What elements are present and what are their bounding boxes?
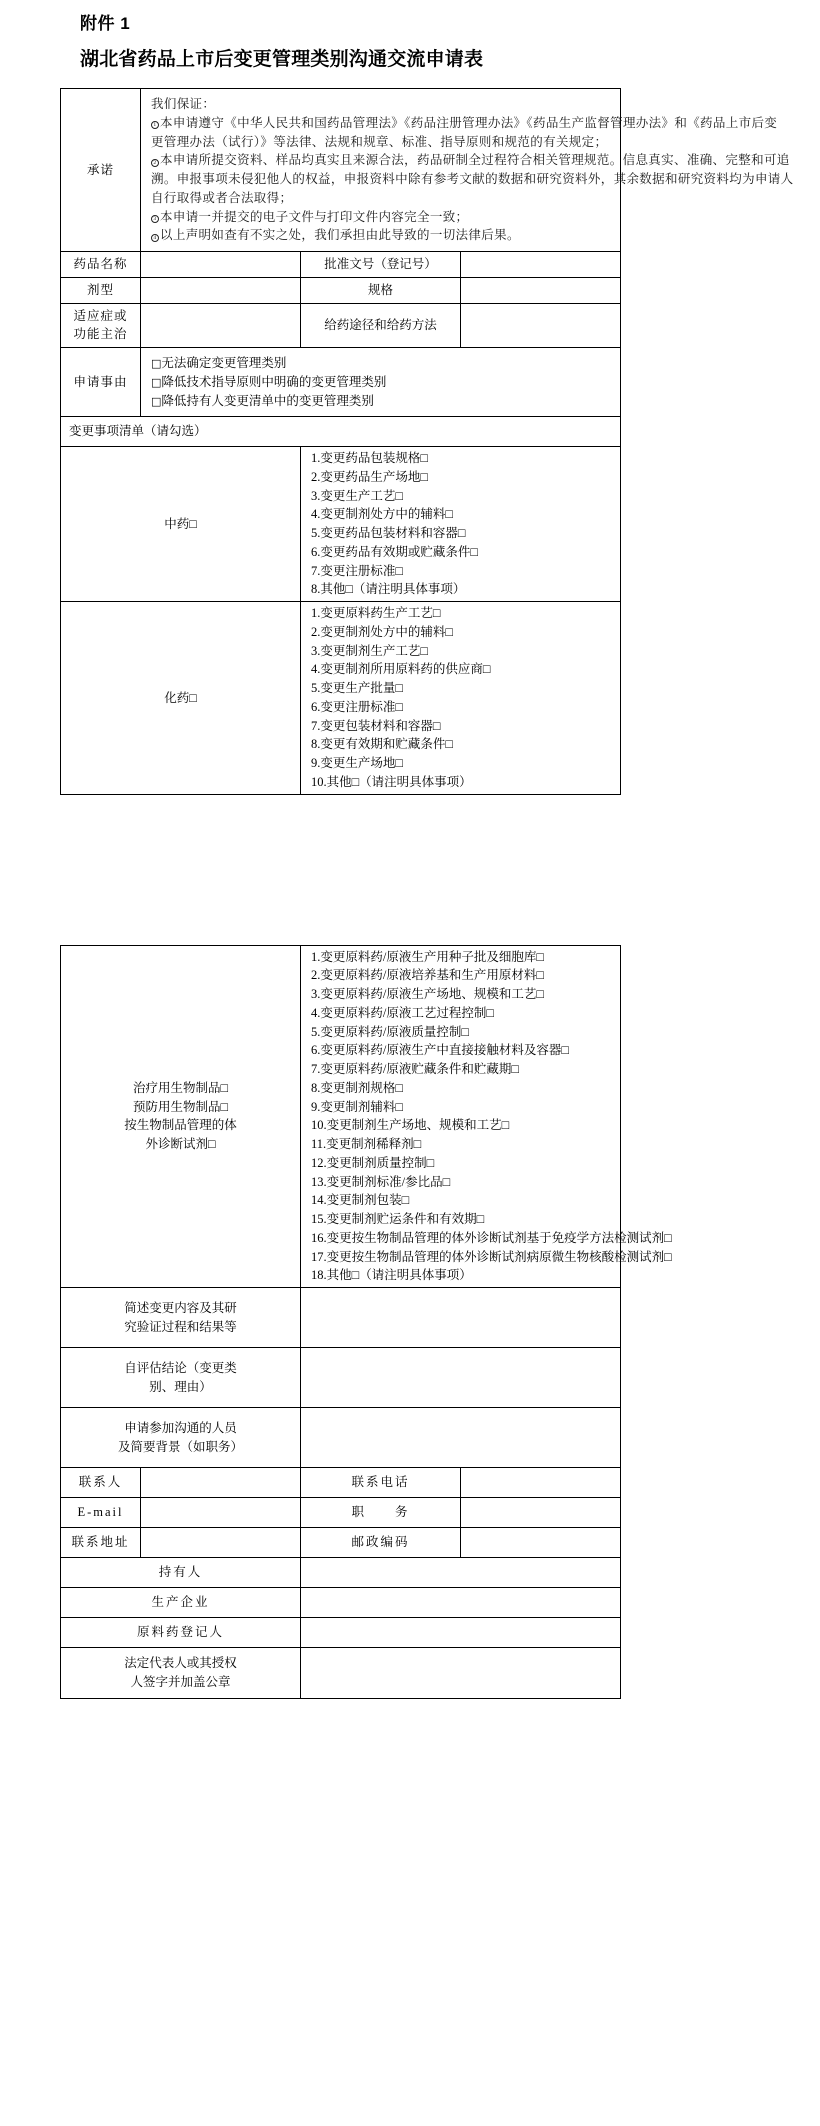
list-item[interactable]: 16.变更按生物制品管理的体外诊断试剂基于免疫学方法检测试剂□ <box>311 1230 672 1245</box>
address-field[interactable] <box>141 1528 301 1558</box>
list-item[interactable]: 3.变更原料药/原液生产场地、规模和工艺□ <box>311 987 544 1002</box>
participants-label-line1: 申请参加沟通的人员 <box>124 1420 237 1435</box>
table-row-drug-name <box>61 252 621 278</box>
participants-field[interactable] <box>301 1408 621 1468</box>
apply-reason-option-1[interactable]: □无法确定变更管理类别 <box>151 356 287 371</box>
list-item[interactable]: 11.变更制剂稀释剂□ <box>311 1137 422 1152</box>
list-item[interactable]: 15.变更制剂贮运条件和有效期□ <box>311 1212 485 1227</box>
table-row-address <box>61 1528 621 1558</box>
contact-person-field[interactable] <box>141 1468 301 1498</box>
indication-label <box>61 303 141 348</box>
list-item[interactable]: 9.变更生产场地□ <box>311 756 403 771</box>
apply-reason-option-2[interactable]: □降低技术指导原则中明确的变更管理类别 <box>151 374 387 389</box>
route-field[interactable] <box>461 303 621 348</box>
change-summary-field[interactable] <box>301 1288 621 1348</box>
legal-representative-field[interactable] <box>301 1648 621 1699</box>
list-item[interactable]: 6.变更药品有效期或贮藏条件□ <box>311 544 478 559</box>
spec-label: 规格 <box>301 277 461 303</box>
list-item[interactable]: 2.变更原料药/原液培养基和生产用原材料□ <box>311 968 544 983</box>
list-item[interactable]: 7.变更注册标准□ <box>311 563 403 578</box>
page-break-gap <box>0 795 820 945</box>
table-row-change-list-title <box>61 417 621 447</box>
promise-item-4-line-1: 4 以上声明如查有不实之处，我们承担由此导致的一切法律后果。 <box>151 226 612 245</box>
email-label: E-mail <box>61 1498 141 1528</box>
self-evaluation-field[interactable] <box>301 1348 621 1408</box>
table-row-manufacturer <box>61 1588 621 1618</box>
table-row-holder <box>61 1558 621 1588</box>
list-item[interactable]: 4.变更原料药/原液工艺过程控制□ <box>311 1005 494 1020</box>
apply-reason-label: 申请事由 <box>61 348 141 417</box>
list-item[interactable]: 5.变更原料药/原液质量控制□ <box>311 1024 469 1039</box>
apply-reason-option-3[interactable]: □降低持有人变更清单中的变更管理类别 <box>151 393 374 408</box>
table-row-group-chinese-medicine <box>61 447 621 602</box>
promise-label: 承诺 <box>61 89 141 252</box>
change-list-section-title: 变更事项清单（请勾选） <box>61 417 621 447</box>
list-item[interactable]: 10.变更制剂生产场地、规模和工艺□ <box>311 1118 510 1133</box>
category-label-biologics[interactable] <box>61 945 301 1288</box>
document-header <box>0 0 820 72</box>
table-row-self-evaluation <box>61 1348 621 1408</box>
indication-label-line1: 适应症或 <box>73 308 128 323</box>
apply-reason-options <box>141 348 621 417</box>
promise-content <box>141 89 794 252</box>
contact-phone-field[interactable] <box>461 1468 621 1498</box>
self-evaluation-label-line2: 别、理由） <box>149 1379 212 1394</box>
list-item[interactable]: 4.变更制剂处方中的辅料□ <box>311 507 453 522</box>
table-row-participants <box>61 1408 621 1468</box>
list-item[interactable]: 2.变更药品生产场地□ <box>311 469 428 484</box>
table-row-group-chemical-medicine <box>61 602 621 795</box>
category-label-biologics-line2[interactable]: 预防用生物制品□ <box>132 1099 229 1114</box>
address-label: 联系地址 <box>61 1528 141 1558</box>
change-summary-label <box>61 1288 301 1348</box>
manufacturer-label: 生产企业 <box>61 1588 301 1618</box>
circled-number-4-icon: 4 <box>151 234 159 242</box>
promise-item-1-line-1: 1 本申请遵守《中华人民共和国药品管理法》《药品注册管理办法》《药品生产监督管理办法》和《药品上市后变 <box>151 114 612 133</box>
list-item[interactable]: 8.其他□（请注明具体事项） <box>311 582 466 597</box>
dosage-form-field[interactable] <box>141 277 301 303</box>
change-items-chemical-medicine <box>301 602 621 795</box>
circled-number-2-icon: 2 <box>151 159 159 167</box>
api-registrant-label: 原料药登记人 <box>61 1618 301 1648</box>
contact-phone-label: 联系电话 <box>301 1468 461 1498</box>
api-registrant-field[interactable] <box>301 1618 621 1648</box>
legal-representative-label-line1: 法定代表人或其授权 <box>124 1656 237 1671</box>
list-item[interactable]: 8.变更有效期和贮藏条件□ <box>311 737 453 752</box>
table-row-group-biologics <box>61 945 621 1288</box>
table-row-contact-person <box>61 1468 621 1498</box>
page-title: 湖北省药品上市后变更管理类别沟通交流申请表 <box>80 49 484 71</box>
category-label-chemical-medicine[interactable]: 化药□ <box>61 602 301 795</box>
approval-no-label: 批准文号（登记号） <box>301 252 461 278</box>
dosage-form-label: 剂型 <box>61 277 141 303</box>
list-item[interactable]: 3.变更生产工艺□ <box>311 488 403 503</box>
checkbox-icon[interactable]: □ <box>151 394 162 408</box>
application-form-table-part2 <box>60 945 672 1699</box>
list-item[interactable]: 6.变更注册标准□ <box>311 699 403 714</box>
checkbox-icon[interactable]: □ <box>151 357 162 371</box>
spec-field[interactable] <box>461 277 621 303</box>
list-item[interactable]: 18.其他□（请注明具体事项） <box>311 1268 472 1283</box>
list-item[interactable]: 12.变更制剂质量控制□ <box>311 1155 435 1170</box>
promise-item-2-line-2: 溯。申报事项未侵犯他人的权益，申报资料中除有参考文献的数据和研究资料外，其余数据和研究资料均为申请人 <box>151 172 794 187</box>
holder-field[interactable] <box>301 1558 621 1588</box>
list-item[interactable]: 6.变更原料药/原液生产中直接接触材料及容器□ <box>311 1043 569 1058</box>
category-label-biologics-line4[interactable]: 外诊断试剂□ <box>145 1137 216 1152</box>
drug-name-field[interactable] <box>141 252 301 278</box>
list-item[interactable]: 4.变更制剂所用原料药的供应商□ <box>311 662 491 677</box>
route-label: 给药途径和给药方法 <box>301 303 461 348</box>
contact-person-label: 联系人 <box>61 1468 141 1498</box>
list-item[interactable]: 1.变更原料药/原液生产用种子批及细胞库□ <box>311 949 544 964</box>
category-label-biologics-line3: 按生物制品管理的体 <box>124 1118 237 1133</box>
change-items-biologics <box>301 945 672 1288</box>
category-label-biologics-line1[interactable]: 治疗用生物制品□ <box>132 1080 229 1095</box>
list-item[interactable]: 17.变更按生物制品管理的体外诊断试剂病原微生物核酸检测试剂□ <box>311 1249 672 1264</box>
self-evaluation-label-line1: 自评估结论（变更类 <box>124 1360 237 1375</box>
list-item[interactable]: 8.变更制剂规格□ <box>311 1080 403 1095</box>
postcode-label: 邮政编码 <box>301 1528 461 1558</box>
list-item[interactable]: 9.变更制剂辅料□ <box>311 1099 403 1114</box>
promise-item-2-line-3: 自行取得或者合法取得； <box>151 190 293 205</box>
drug-name-label: 药品名称 <box>61 252 141 278</box>
change-summary-label-line1: 简述变更内容及其研 <box>124 1300 237 1315</box>
list-item[interactable]: 13.变更制剂标准/参比品□ <box>311 1174 451 1189</box>
table-row-dosage-form <box>61 277 621 303</box>
change-items-chinese-medicine <box>301 447 621 602</box>
list-item[interactable]: 14.变更制剂包装□ <box>311 1193 410 1208</box>
position-field[interactable] <box>461 1498 621 1528</box>
self-evaluation-label <box>61 1348 301 1408</box>
list-item[interactable]: 5.变更药品包装材料和容器□ <box>311 526 466 541</box>
application-form-table-part1 <box>60 88 794 795</box>
change-summary-label-line2: 究验证过程和结果等 <box>124 1319 237 1334</box>
promise-item-3-line-1: 3 本申请一并提交的电子文件与打印文件内容完全一致； <box>151 208 612 227</box>
list-item[interactable]: 1.变更原料药生产工艺□ <box>311 606 441 621</box>
list-item[interactable]: 7.变更原料药/原液贮藏条件和贮藏期□ <box>311 1062 519 1077</box>
table-row-indication <box>61 303 621 348</box>
table-row-api-registrant <box>61 1618 621 1648</box>
participants-label <box>61 1408 301 1468</box>
table-row-promise <box>61 89 621 252</box>
list-item[interactable]: 10.其他□（请注明具体事项） <box>311 774 472 789</box>
approval-no-field[interactable] <box>461 252 621 278</box>
list-item[interactable]: 5.变更生产批量□ <box>311 681 403 696</box>
legal-representative-label-line2: 人签字并加盖公章 <box>130 1674 231 1689</box>
circled-number-1-icon: 1 <box>151 121 159 129</box>
checkbox-icon[interactable]: □ <box>151 375 162 389</box>
participants-label-line2: 及简要背景（如职务） <box>118 1439 244 1454</box>
legal-representative-label <box>61 1648 301 1699</box>
postcode-field[interactable] <box>461 1528 621 1558</box>
position-label: 职 务 <box>301 1498 461 1528</box>
attachment-label: 附件 1 <box>80 14 131 33</box>
table-row-email <box>61 1498 621 1528</box>
table-row-apply-reason <box>61 348 621 417</box>
manufacturer-field[interactable] <box>301 1588 621 1618</box>
list-item[interactable]: 3.变更制剂生产工艺□ <box>311 643 428 658</box>
indication-label-line2: 功能主治 <box>73 327 128 342</box>
promise-heading: 我们保证： <box>151 97 216 112</box>
indication-field[interactable] <box>141 303 301 348</box>
circled-number-3-icon: 3 <box>151 215 159 223</box>
list-item[interactable]: 2.变更制剂处方中的辅料□ <box>311 624 453 639</box>
promise-item-2-line-1: 2 本申请所提交资料、样品均真实且来源合法，药品研制全过程符合相关管理规范。信息真实、准确、完整和可追 <box>151 151 612 170</box>
promise-item-1-line-2: 更管理办法（试行）》等法律、法规和规章、标准、指导原则和规范的有关规定； <box>151 134 608 149</box>
table-row-change-summary <box>61 1288 621 1348</box>
table-row-legal-representative <box>61 1648 621 1699</box>
list-item[interactable]: 1.变更药品包装规格□ <box>311 451 428 466</box>
list-item[interactable]: 7.变更包装材料和容器□ <box>311 718 441 733</box>
email-field[interactable] <box>141 1498 301 1528</box>
holder-label: 持有人 <box>61 1558 301 1588</box>
category-label-chinese-medicine[interactable]: 中药□ <box>61 447 301 602</box>
